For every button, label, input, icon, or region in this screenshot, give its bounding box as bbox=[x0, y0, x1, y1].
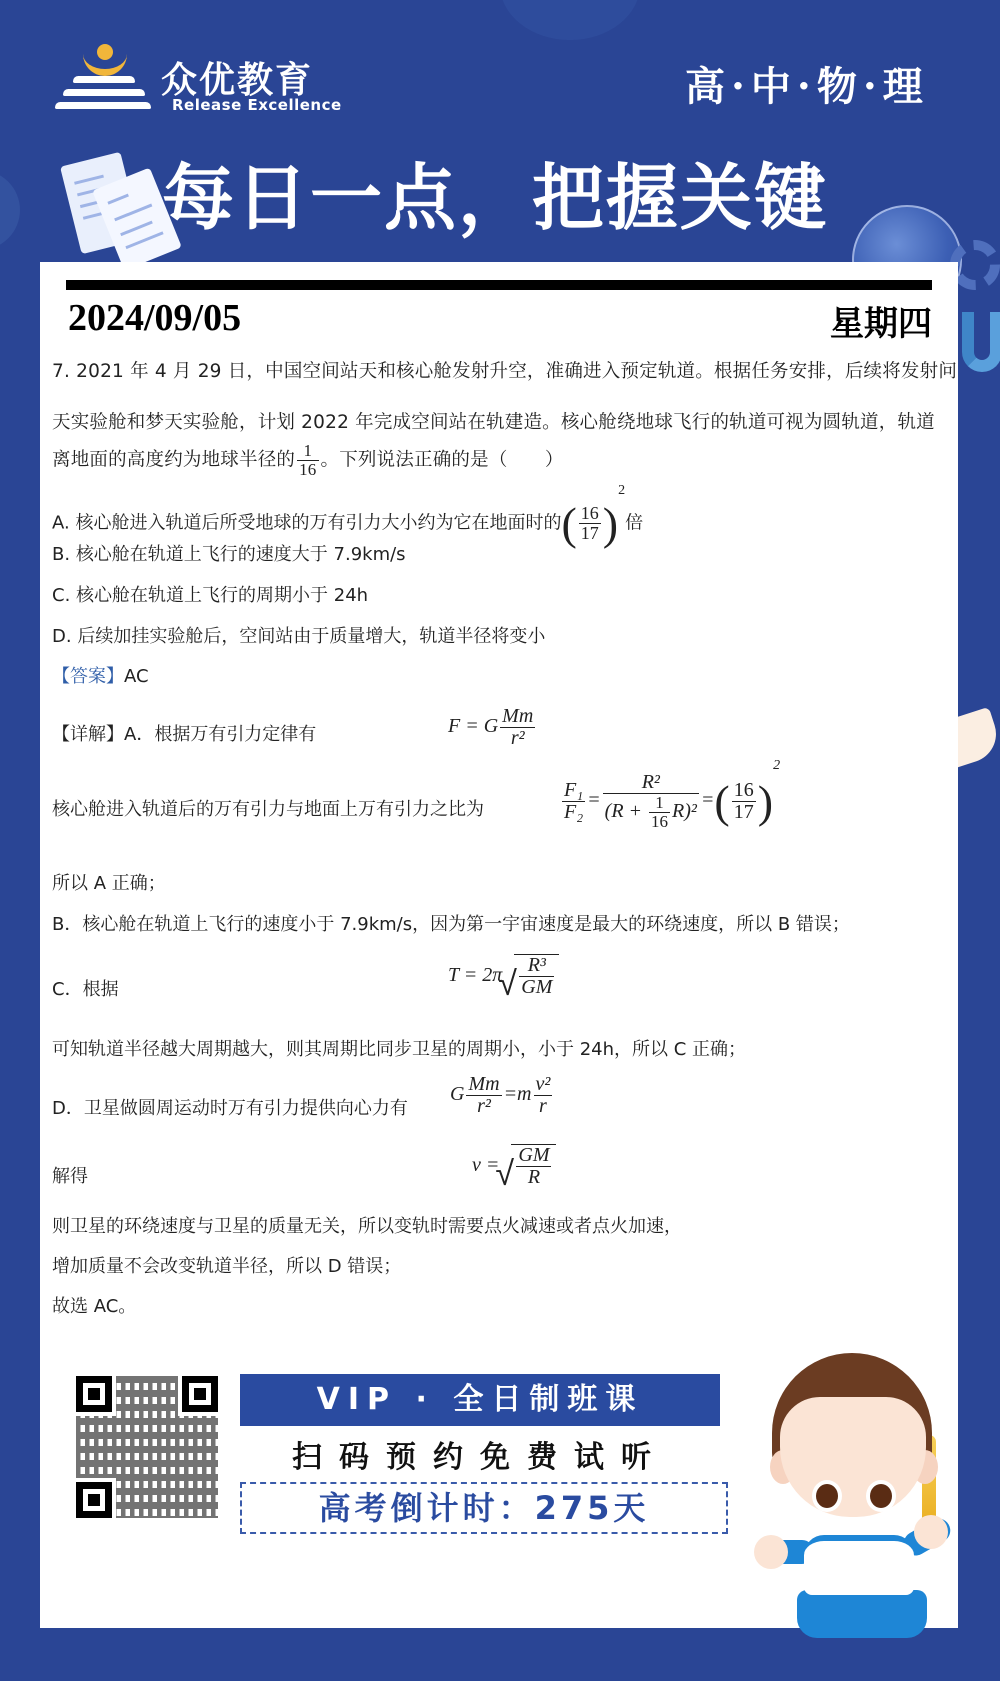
answer-value: AC bbox=[124, 666, 149, 687]
option-text: 后续加挂实验舱后，空间站由于质量增大，轨道半径将变小 bbox=[77, 626, 546, 647]
date-label: 2024/09/05 bbox=[68, 297, 242, 339]
countdown-value: 275天 bbox=[534, 1489, 650, 1527]
fraction-denominator: r bbox=[539, 1095, 547, 1117]
fraction-numerator: v² bbox=[535, 1073, 551, 1095]
brand-logo-icon bbox=[55, 42, 150, 112]
formula-lhs: F = G bbox=[448, 715, 499, 738]
vip-class-banner: VIP · 全日制班课 bbox=[240, 1374, 720, 1426]
gravity-formula bbox=[448, 706, 537, 749]
fraction-denominator: r² bbox=[477, 1095, 491, 1117]
option-c bbox=[52, 581, 368, 607]
explanation-b: B．核心舱在轨道上飞行的速度小于 7.9km/s，因为第一宇宙速度是最大的环绕速度，所以 B 错误； bbox=[52, 914, 850, 935]
solve-intro: 解得 bbox=[52, 1166, 88, 1187]
slogan-heading: 每日一点，把握关键 bbox=[162, 156, 829, 240]
question-text: 离地面的高度约为地球半径的 bbox=[52, 449, 296, 471]
final-answer: 故选 AC。 bbox=[52, 1296, 137, 1317]
decor-circle bbox=[0, 170, 20, 250]
option-a: A. 核心舱进入轨道后所受地球的万有引力大小约为它在地面时的( $\frac{16}{17}$ )$^2$倍 bbox=[52, 483, 644, 549]
fraction-numerator: R² bbox=[603, 772, 699, 794]
option-label: B. bbox=[52, 544, 71, 565]
explanation-a-intro: 【详解】A．根据万有引力定律有 bbox=[52, 724, 317, 745]
qr-code[interactable] bbox=[76, 1376, 218, 1518]
explanation-d-intro: D．卫星做圆周运动时万有引力提供向心力有 bbox=[52, 1098, 408, 1119]
fraction-denominator: F₂ bbox=[564, 800, 584, 823]
option-label: C. bbox=[52, 585, 71, 606]
option-text: 核心舱在轨道上飞行的速度大于 7.9km/s bbox=[75, 544, 406, 565]
c-conclusion: 可知轨道半径越大周期越大，则其周期比同步卫星的周期小，小于 24h，所以 C 正确； bbox=[52, 1039, 747, 1060]
option-label: A. bbox=[52, 512, 70, 534]
fraction-denominator: r² bbox=[510, 727, 525, 749]
a-conclusion: 所以 A 正确； bbox=[52, 873, 166, 894]
fraction-denominator: GM bbox=[521, 976, 553, 998]
fraction-numerator: 1 bbox=[649, 794, 670, 813]
denominator-text: R)² bbox=[672, 799, 697, 822]
fraction-denominator: 17 bbox=[733, 800, 754, 823]
fraction-denominator: R bbox=[527, 1166, 541, 1188]
option-d bbox=[52, 622, 545, 648]
ratio-formula: $\frac{\text{F₁}}{\text{F₂}}$ = R² (R + $\frac{1}{16}$ R)² =( $\frac{16}{17}$ )$^2$ bbox=[564, 758, 781, 831]
option-text: 倍 bbox=[625, 512, 644, 534]
question-line-2: 天实验舱和梦天实验舱，计划 2022 年完成空间站在轨建造。核心舱绕地球飞行的轨道可视为圆轨道，轨道 bbox=[52, 412, 935, 433]
formula-g: G bbox=[450, 1083, 465, 1106]
decor-circle bbox=[500, 0, 640, 40]
question-line-3 bbox=[52, 442, 564, 479]
weekday-label: 星期四 bbox=[830, 304, 932, 344]
fraction-numerator: Mm bbox=[502, 705, 534, 727]
option-label: D. bbox=[52, 626, 72, 647]
ratio-intro: 核心舱进入轨道后的万有引力与地面上万有引力之比为 bbox=[52, 799, 484, 820]
option-text: 核心舱在轨道上飞行的周期小于 24h bbox=[76, 585, 369, 606]
answer-tag: 【答案】 bbox=[52, 666, 124, 687]
velocity-formula bbox=[472, 1144, 556, 1188]
fraction-numerator: 1 bbox=[297, 442, 318, 461]
fraction-denominator: 16 bbox=[299, 459, 317, 479]
fraction-numerator: 16 bbox=[580, 503, 599, 524]
formula-lhs: T = 2π bbox=[448, 964, 503, 987]
fraction-numerator: F₁ bbox=[564, 778, 584, 801]
brand-tagline: Release Excellence bbox=[172, 96, 342, 114]
exam-countdown bbox=[240, 1482, 728, 1534]
formula-eq: =m bbox=[503, 1083, 532, 1106]
countdown-label: 高考倒计时： bbox=[318, 1489, 535, 1527]
divider bbox=[66, 280, 932, 290]
question-text: 。下列说法正确的是（ ） bbox=[320, 449, 564, 471]
d-line-2: 增加质量不会改变轨道半径，所以 D 错误； bbox=[52, 1256, 402, 1277]
question-line-1: 7. 2021 年 4 月 29 日，中国空间站天和核心舱发射升空，准确进入预定轨道。根据任务安排，后续将发射问 bbox=[52, 361, 958, 382]
fraction-denominator: 16 bbox=[651, 811, 669, 831]
option-text: 核心舱进入轨道后所受地球的万有引力大小约为它在地面时的 bbox=[75, 512, 562, 534]
explanation-c-intro: C．根据 bbox=[52, 979, 119, 1000]
answer-line bbox=[52, 662, 149, 688]
fraction-denominator: 17 bbox=[580, 523, 599, 543]
subject-title: 高·中·物·理 bbox=[685, 63, 929, 110]
exponent: 2 bbox=[773, 758, 781, 773]
free-trial-text: 扫码预约免费试听 bbox=[292, 1440, 668, 1475]
option-b bbox=[52, 540, 406, 566]
period-formula bbox=[448, 954, 559, 998]
formula-lhs: v = bbox=[472, 1154, 500, 1177]
fraction-numerator: √ R³ bbox=[519, 955, 554, 977]
fraction-numerator: 16 bbox=[733, 778, 754, 801]
fraction-numerator: Mm bbox=[468, 1073, 500, 1095]
centripetal-formula bbox=[450, 1074, 554, 1117]
brand-name: 众优教育 bbox=[161, 60, 314, 101]
magnet-icon bbox=[962, 312, 1000, 372]
fraction-numerator: √ GM bbox=[518, 1144, 550, 1166]
mascot-character-icon bbox=[742, 1335, 972, 1655]
d-line-1: 则卫星的环绕速度与卫星的质量无关，所以变轨时需要点火减速或者点火加速， bbox=[52, 1216, 682, 1237]
denominator-text: (R + bbox=[604, 799, 648, 822]
exponent: 2 bbox=[618, 483, 626, 498]
